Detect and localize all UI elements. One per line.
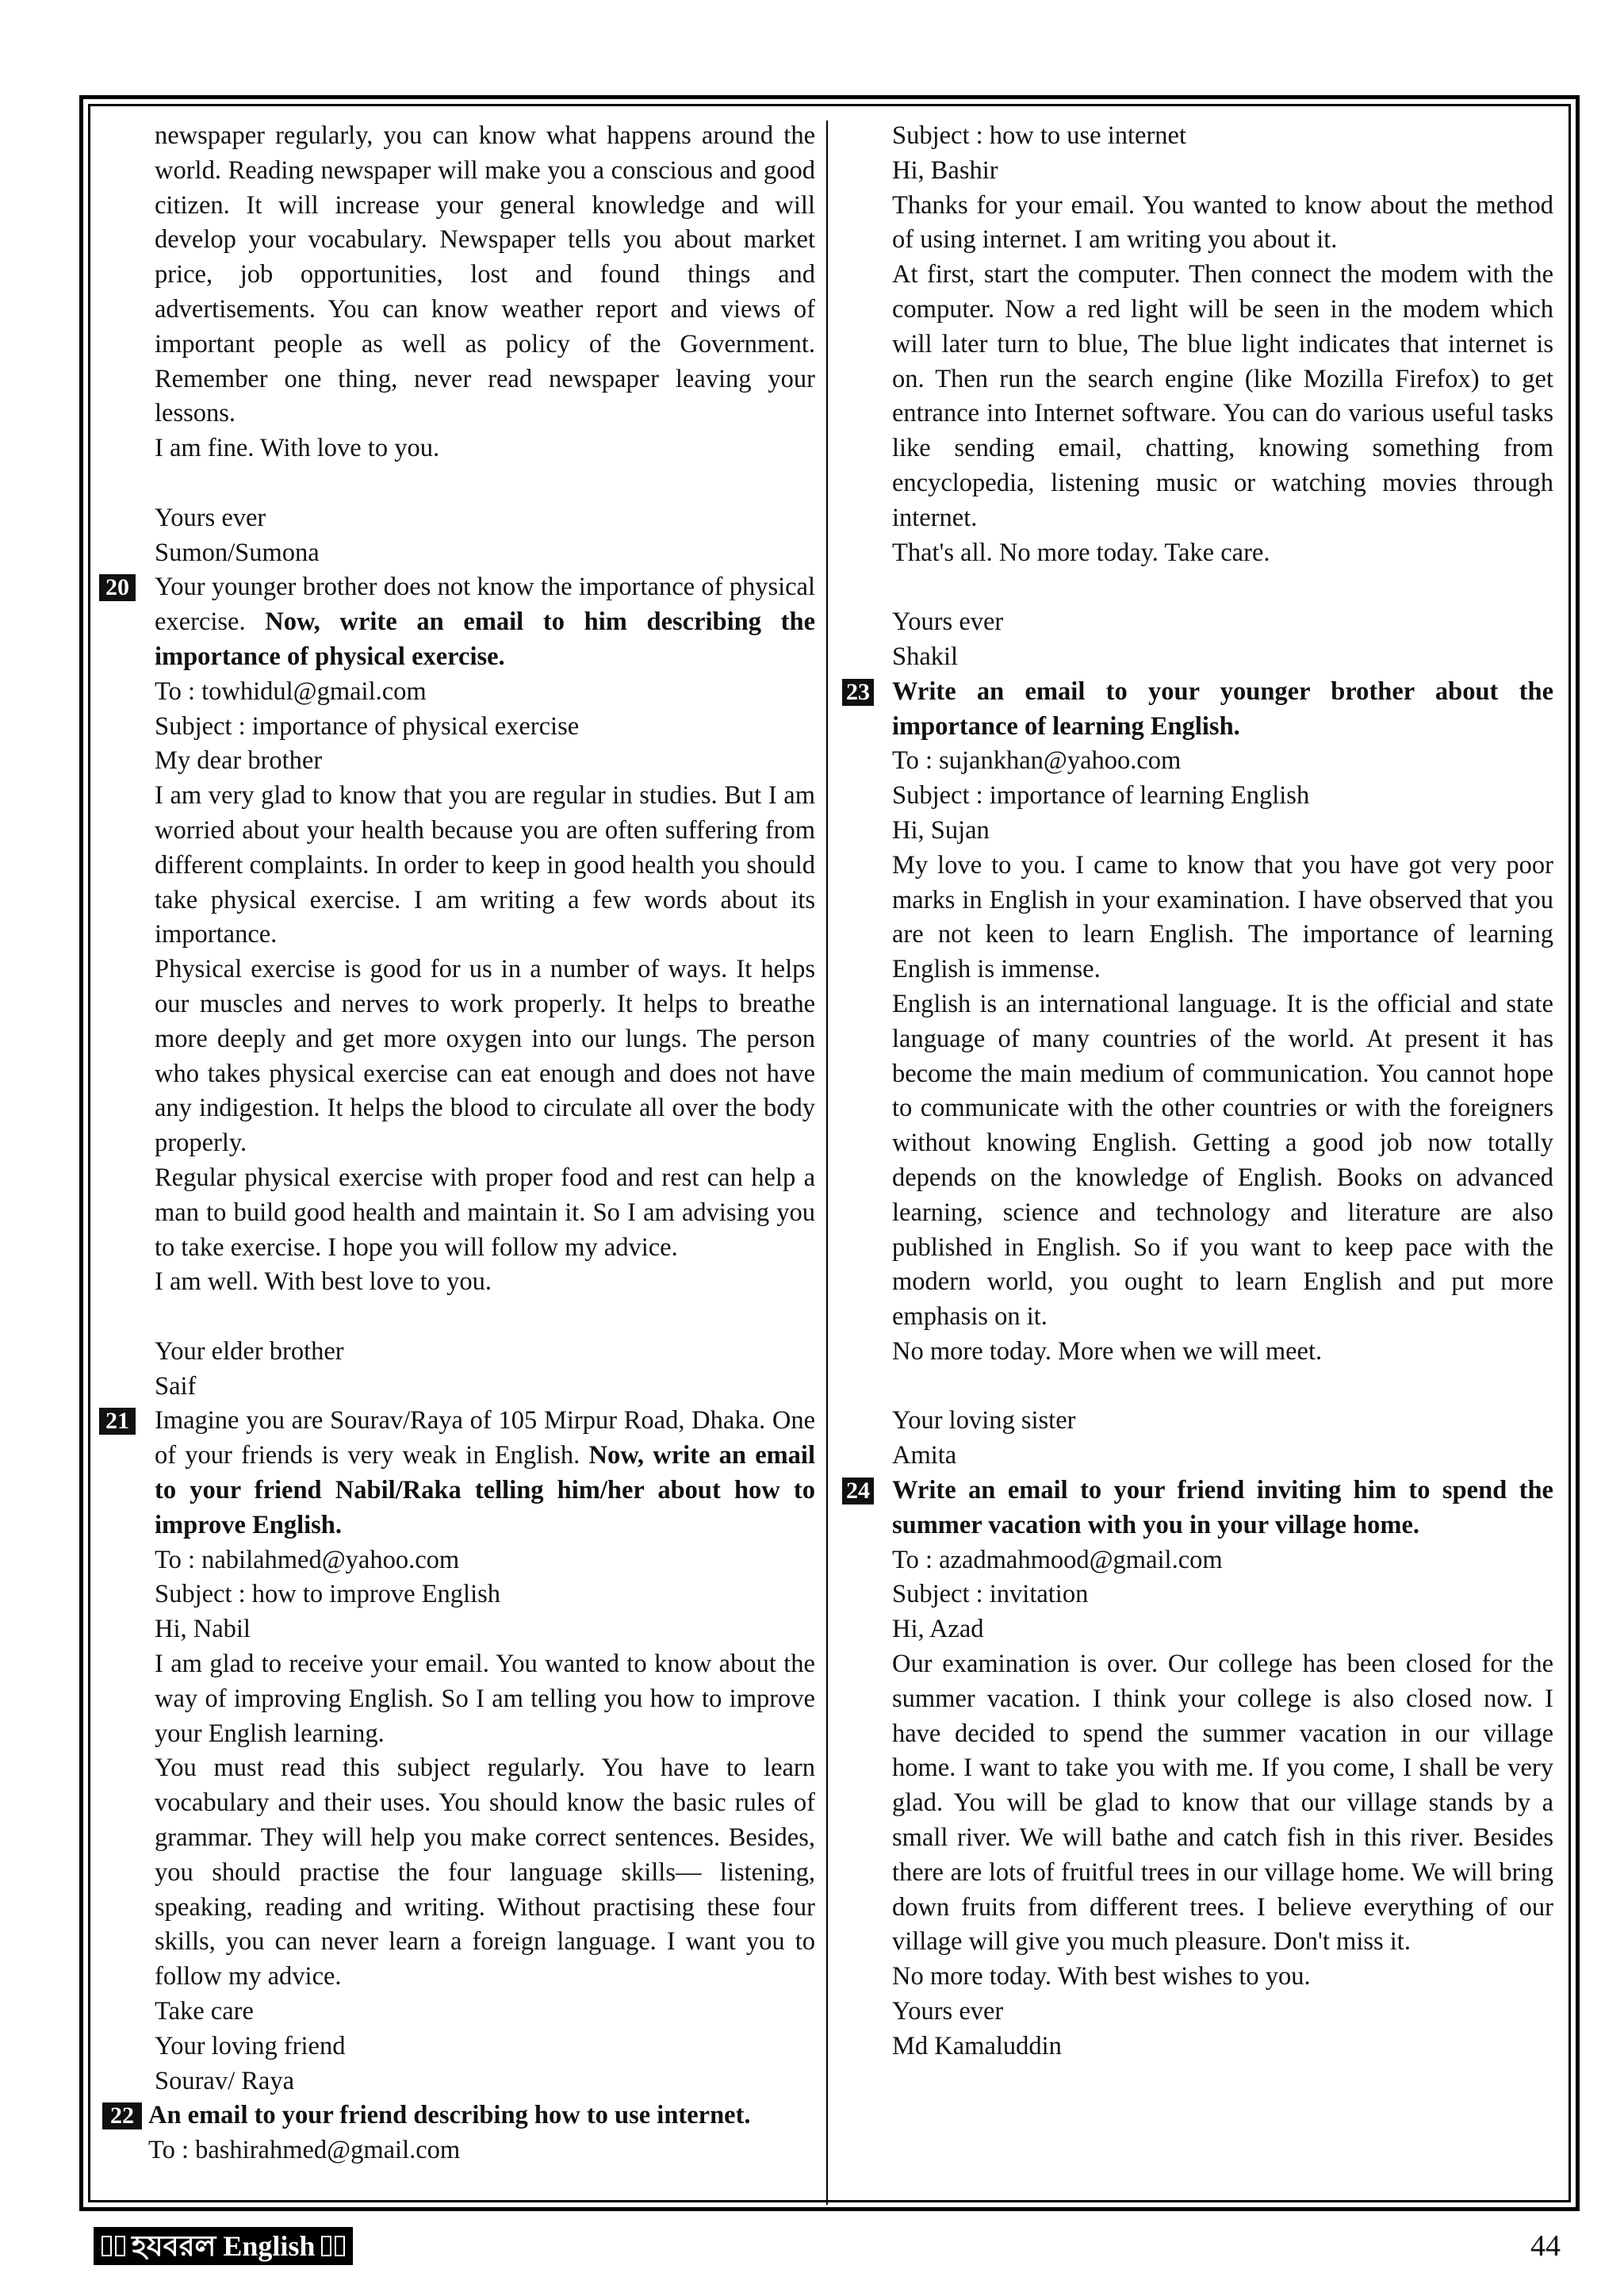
- email-paragraph: I am very glad to know that you are regular in studies. But I am worried about your health because you are often suffering from different complaints. In order to keep in good health you should take physical exercise. I am writing a few words about its importance.: [155, 781, 815, 949]
- email-subject: Subject : invitation: [892, 1580, 1089, 1609]
- question-number-badge: 23: [842, 679, 874, 706]
- email-signoff: Your loving friend: [155, 2031, 346, 2060]
- email-closing: That's all. No more today. Take care.: [892, 538, 1270, 567]
- email-paragraph: Our examination is over. Our college has been closed for the summer vacation. I think your college is also closed now. I have decided to spend the summer vacation in our village home. I want to take you with me. If you come, I shall be very glad. You will be glad to know that our village stands by a small river. We will bathe and catch fish in this river. Besides there are lots of fruitful trees in our village home. We will bring down fruits from different trees. I believe everything of our village will give you much pleasure. Don't miss it.: [892, 1650, 1553, 1957]
- email-greeting: Hi, Bashir: [892, 155, 998, 185]
- intro-signature: Sumon/Sumona: [155, 538, 320, 567]
- right-column: [846, 119, 1553, 2064]
- email-closing: I am well. With best love to you.: [155, 1267, 492, 1297]
- email-to: To : towhidul@gmail.com: [155, 677, 427, 706]
- email-to: To : azadmahmood@gmail.com: [892, 1545, 1223, 1574]
- email-greeting: My dear brother: [155, 746, 323, 776]
- email-paragraph: English is an international language. It is the official and state language of many countries of the world. At present it has become the main medium of communication. You cannot hope to communicate with the other countries or with the foreigners without knowing English. Getting a good job now totally depends on the knowledge of English. Books on advanced learning, science and technology and literature are also published in English. So if you want to keep pace with the modern world, you ought to learn English and put more emphasis on it.: [892, 989, 1553, 1332]
- email-closing: No more today. More when we will meet.: [892, 1336, 1323, 1366]
- email-paragraph: You must read this subject regularly. You have to learn vocabulary and their uses. You should know the basic rules of grammar. They will help you make correct sentences. Besides, you should practise the four language skills— listening, speaking, reading and writing. Without practising these four skills, you can never learn a foreign language. I want you to follow my advice.: [155, 1754, 815, 1991]
- question-prompt: Your younger brother does not know the importance of physical exercise. Now, write an email to him describing the importance of physical exercise.: [155, 573, 816, 671]
- email-signature: Amita: [892, 1441, 957, 1470]
- email-signoff: Your elder brother: [155, 1336, 344, 1366]
- intro-paragraph: newspaper regularly, you can know what happens around the world. Reading newspaper will make you a conscious and good citizen. It will increase your general knowledge and will develop your vocabulary. Newspaper tells you about market price, job opportunities, lost and found things and advertisements. You can know weather report and views of important people as well as policy of the Government. Remember one thing, never read newspaper leaving your lessons.: [155, 121, 815, 428]
- footer-brand-text: হযবরল English: [132, 2230, 316, 2262]
- intro-signoff: Yours ever: [155, 503, 266, 532]
- question-number-badge: 21: [99, 1408, 136, 1435]
- email-greeting: Hi, Sujan: [892, 815, 990, 845]
- question-21: [105, 1404, 815, 2099]
- email-signoff: Yours ever: [892, 608, 1004, 637]
- question-prompt: Write an email to your friend inviting him to spend the summer vacation with you in your village home.: [892, 1476, 1553, 1539]
- email-signature: Md Kamaluddin: [892, 2031, 1062, 2060]
- email-signoff: Yours ever: [892, 1997, 1004, 2026]
- question-24: [846, 1474, 1553, 2064]
- question-prompt: Write an email to your younger brother about the importance of learning English.: [892, 677, 1553, 741]
- book-icon: [321, 2234, 345, 2258]
- question-22: [110, 2099, 815, 2168]
- question-number-badge: 24: [842, 1478, 874, 1504]
- email-subject: Subject : how to improve English: [155, 1580, 501, 1609]
- question-prompt: An email to your friend describing how to use internet.: [148, 2101, 751, 2130]
- left-column: [105, 119, 816, 2168]
- column-divider: [826, 121, 828, 2205]
- question-23: [846, 675, 1553, 1474]
- email-to: To : nabilahmed@yahoo.com: [155, 1545, 460, 1574]
- book-icon: [102, 2234, 125, 2258]
- footer-brand-badge: [94, 2227, 353, 2265]
- email-signature: Saif: [155, 1371, 197, 1401]
- email-closing: No more today. With best wishes to you.: [892, 1962, 1311, 1991]
- email-paragraph: I am glad to receive your email. You wanted to know about the way of improving English. So I am telling you how to improve your English learning.: [155, 1650, 815, 1748]
- email-subject: Subject : importance of learning English: [892, 781, 1310, 811]
- email-signature: Sourav/ Raya: [155, 2066, 295, 2095]
- email-paragraph: My love to you. I came to know that you have got very poor marks in English in your examination. I have observed that you are not keen to learn English. The importance of learning English is immense.: [892, 850, 1553, 984]
- page-number: 44: [1530, 2229, 1561, 2263]
- email-paragraph: Physical exercise is good for us in a number of ways. It helps our muscles and nerves to work properly. It helps to breathe more deeply and get more oxygen into our lungs. The person who takes physical exercise can eat enough and does not have any indigestion. It helps the blood to circulate all over the body properly.: [155, 955, 815, 1158]
- email-greeting: Hi, Azad: [892, 1615, 984, 1644]
- email-subject: Subject : how to use internet: [892, 121, 1186, 150]
- email-greeting: Hi, Nabil: [155, 1615, 251, 1644]
- question-number-badge: 20: [99, 574, 136, 601]
- email-paragraph: Thanks for your email. You wanted to know about the method of using internet. I am writing you about it.: [892, 190, 1553, 255]
- question-prompt: Imagine you are Sourav/Raya of 105 Mirpur Road, Dhaka. One of your friends is very weak in English. Now, write an email to your friend Nabil/Raka telling him/her about how to improve English.: [155, 1406, 815, 1539]
- email-signature: Shakil: [892, 642, 959, 671]
- email-paragraph: Regular physical exercise with proper food and rest can help a man to build good health and maintain it. So I am advising you to take exercise. I hope you will follow my advice.: [155, 1163, 815, 1262]
- email-signoff: Your loving sister: [892, 1406, 1076, 1435]
- email-to: To : sujankhan@yahoo.com: [892, 746, 1182, 776]
- email-subject: Subject : importance of physical exercise: [155, 711, 580, 741]
- email-take-care: Take care: [155, 1997, 254, 2026]
- email-paragraph: At first, start the computer. Then connect the modem with the computer. Now a red light will be seen in the modem which will later turn to blue, The blue light indicates that internet is on. Then run the search engine (like Mozilla Firefox) to get entrance into Internet software. You can do various useful tasks like sending email, chatting, knowing something from encyclopedia, listening music or watching movies through internet.: [892, 260, 1553, 532]
- email-to: To : bashirahmed@gmail.com: [148, 2136, 461, 2165]
- question-20: [105, 570, 816, 1404]
- intro-closing: I am fine. With love to you.: [155, 434, 440, 463]
- question-number-badge: 22: [102, 2102, 142, 2129]
